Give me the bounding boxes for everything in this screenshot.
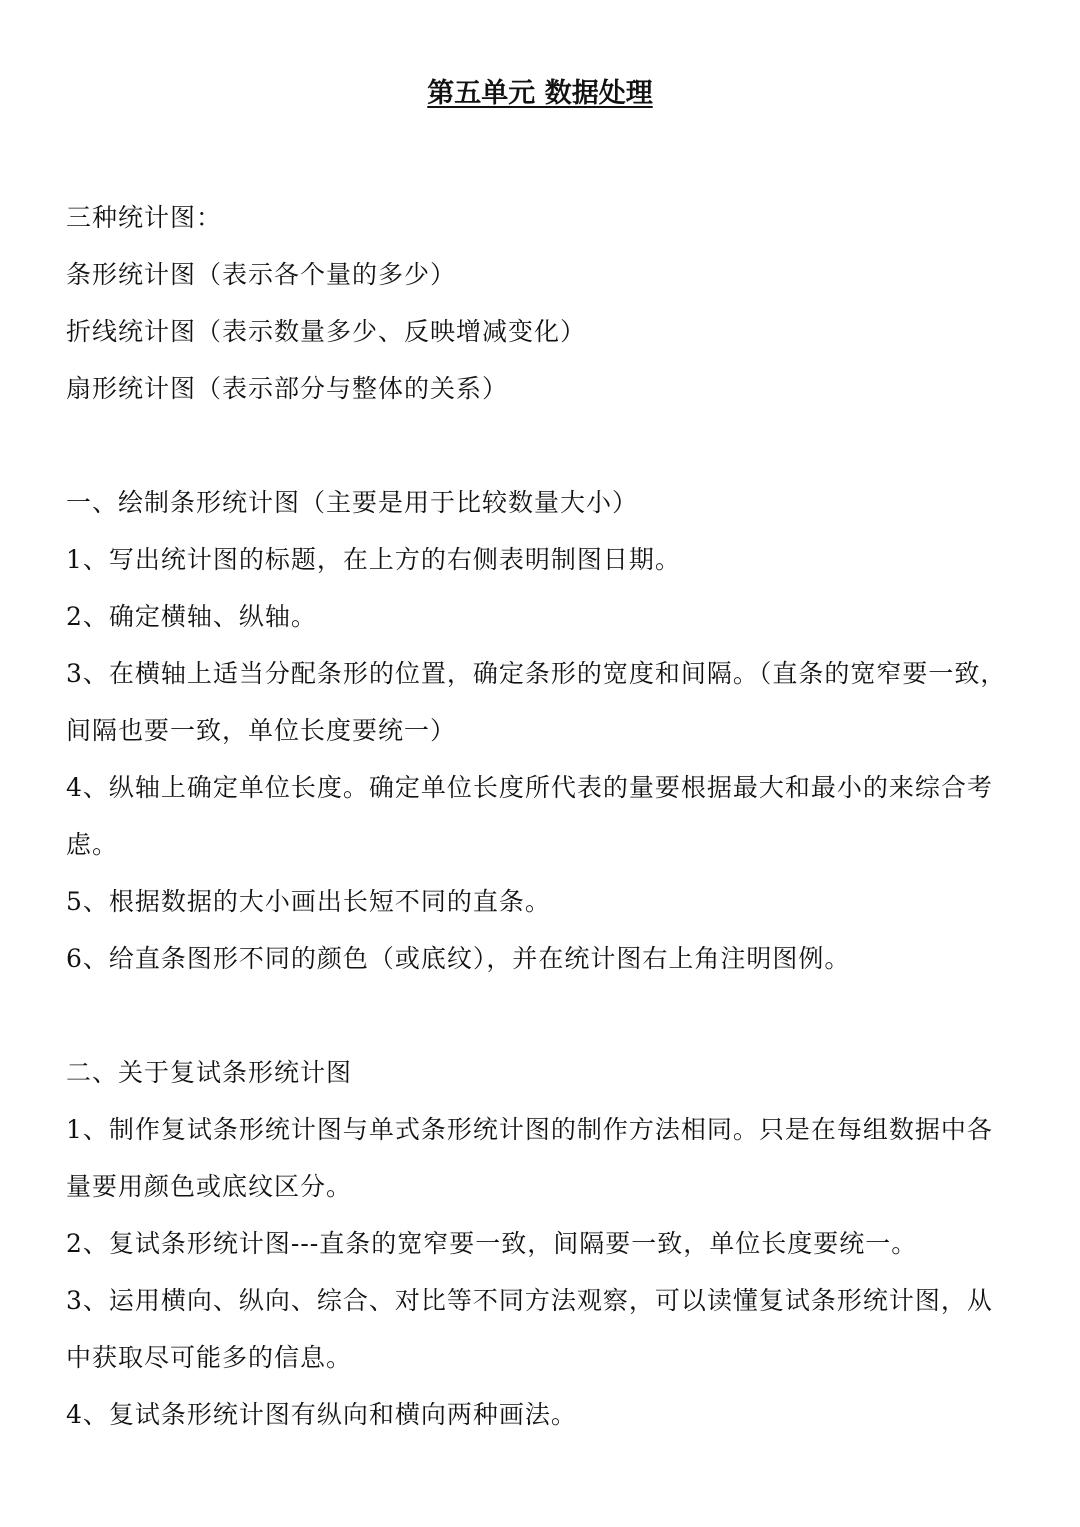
section1-line: 3、在横轴上适当分配条形的位置，确定条形的宽度和间隔。（直条的宽窄要一致， xyxy=(66,659,1007,688)
spacer xyxy=(66,417,1026,474)
document-body xyxy=(66,189,1026,1443)
intro-item-line-chart: 折线统计图（表示数量多少、反映增减变化） xyxy=(66,317,587,346)
section2-line: 2、复试条形统计图---直条的宽窄要一致，间隔要一致，单位长度要统一。 xyxy=(66,1229,918,1258)
section1-line: 虑。 xyxy=(66,830,119,859)
section1-line: 2、确定横轴、纵轴。 xyxy=(66,602,317,631)
page-title-text: 第五单元 数据处理 xyxy=(427,78,653,109)
page-title xyxy=(0,74,1080,114)
section2-line: 1、制作复试条形统计图与单式条形统计图的制作方法相同。只是在每组数据中各 xyxy=(66,1115,993,1144)
section2-line: 3、运用横向、纵向、综合、对比等不同方法观察，可以读懂复试条形统计图，从 xyxy=(66,1286,993,1315)
section2-line: 中获取尽可能多的信息。 xyxy=(66,1343,353,1372)
intro-item-bar-chart: 条形统计图（表示各个量的多少） xyxy=(66,260,457,289)
section1-line: 间隔也要一致，单位长度要统一） xyxy=(66,716,457,745)
section1-heading: 一、绘制条形统计图（主要是用于比较数量大小） xyxy=(66,488,639,517)
section1-line: 1、写出统计图的标题，在上方的右侧表明制图日期。 xyxy=(66,545,681,574)
section1-line: 4、纵轴上确定单位长度。确定单位长度所代表的量要根据最大和最小的来综合考 xyxy=(66,773,993,802)
intro-heading: 三种统计图： xyxy=(66,203,223,232)
spacer xyxy=(66,987,1026,1044)
section1-line: 5、根据数据的大小画出长短不同的直条。 xyxy=(66,887,551,916)
section2-line: 4、复试条形统计图有纵向和横向两种画法。 xyxy=(66,1400,577,1429)
section2-heading: 二、关于复试条形统计图 xyxy=(66,1058,353,1087)
section2-line: 量要用颜色或底纹区分。 xyxy=(66,1172,353,1201)
intro-item-pie-chart: 扇形统计图（表示部分与整体的关系） xyxy=(66,374,509,403)
section1-line: 6、给直条图形不同的颜色（或底纹），并在统计图右上角注明图例。 xyxy=(66,944,851,973)
